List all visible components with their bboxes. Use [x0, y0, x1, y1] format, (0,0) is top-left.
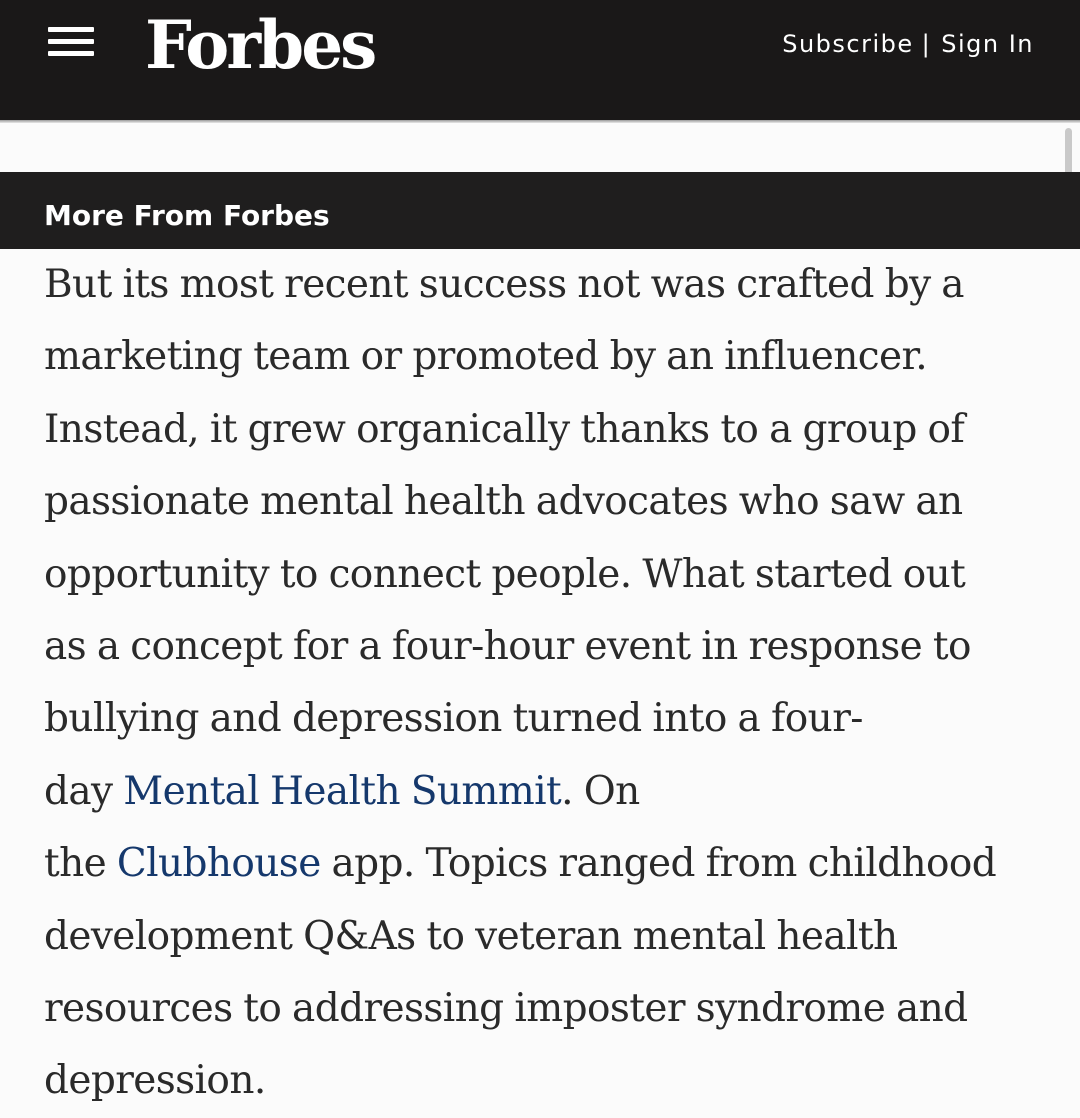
article-line: resources to addressing imposter syndrome and: [44, 985, 968, 1031]
article-line: [44, 756, 1054, 828]
mental-health-summit-link[interactable]: Mental Health Summit: [123, 768, 562, 814]
hamburger-menu-icon[interactable]: [48, 27, 94, 57]
article-line: opportunity to connect people. What started out: [44, 551, 966, 597]
article-text: app. Topics ranged from childhood: [320, 841, 997, 887]
article-line: [44, 828, 1054, 900]
header-shadow: [0, 120, 1080, 123]
article-text: . On: [561, 768, 640, 814]
article-line: development Q&As to veteran mental health: [44, 913, 898, 959]
article-line: Instead, it grew organically thanks to a group of: [44, 406, 965, 452]
article-line: marketing team or promoted by an influencer.: [44, 334, 928, 380]
article-line: bullying and depression turned into a four-: [44, 696, 863, 742]
account-links: [782, 26, 1034, 62]
clubhouse-link[interactable]: Clubhouse: [116, 841, 321, 887]
more-from-forbes-title: More From Forbes: [44, 199, 330, 232]
article-line: But its most recent success not was crafted by a: [44, 262, 964, 307]
subscribe-link[interactable]: Subscribe: [782, 30, 914, 58]
site-header: [0, 0, 1080, 120]
article-body: [44, 249, 1054, 1118]
article-text: the: [44, 841, 117, 887]
article-line: as a concept for a four-hour event in response to: [44, 623, 971, 669]
article-line: depression.: [44, 1058, 266, 1104]
sign-in-link[interactable]: Sign In: [941, 30, 1034, 58]
account-links-separator: |: [921, 30, 932, 58]
forbes-logo[interactable]: Forbes: [145, 6, 375, 84]
scrollbar-thumb[interactable]: [1065, 128, 1072, 176]
article-text: day: [44, 768, 124, 814]
article-line: passionate mental health advocates who saw an: [44, 479, 963, 525]
